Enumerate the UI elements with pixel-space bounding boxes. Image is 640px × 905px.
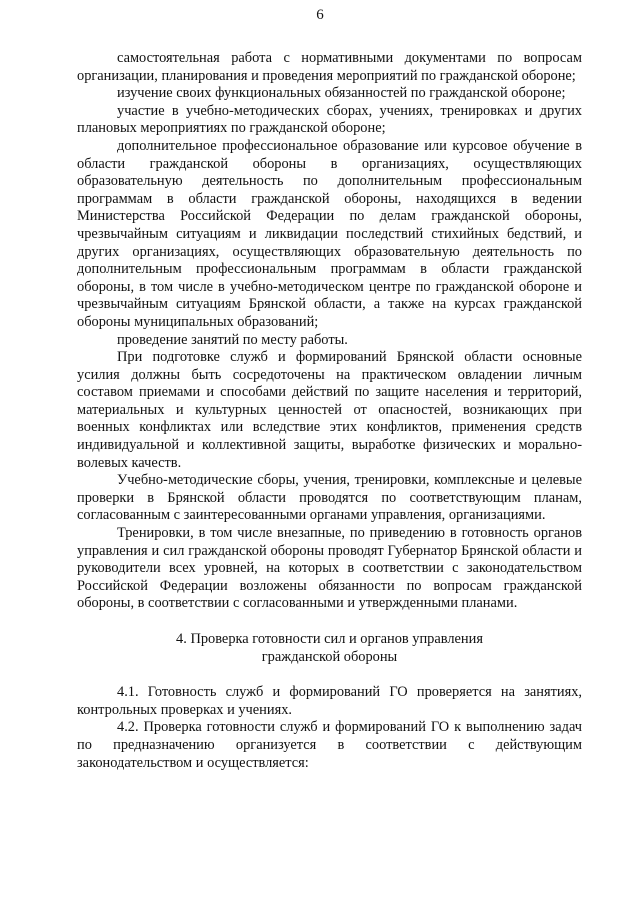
paragraph: При подготовке служб и формирований Брянской области основные усилия должны быть сосредоточены на практическом овладении личным составом приемами и способами действий по защите населения и территорий, материальных и культурных ценностей от опасностей, возникающих при военных конфликтах или вследствие этих конфликтов, применения средств индивидуальной и коллективной защиты, выработке физических и морально-волевых качеств.	[77, 349, 582, 471]
paragraph: дополнительное профессиональное образование или курсовое обучение в области гражданской обороны в организациях, осуществляющих образовательную деятельность по дополнительным профессиональным программам в области гражданской обороны, находящихся в ведении Министерства Российской Федерации по делам гражданской обороны, чрезвычайным ситуациям и ликвидации последствий стихийных бедствий, и других организациях, осуществляющих образовательную деятельность по дополнительным профессиональным программам в области гражданской обороны, в том числе в учебно-методическом центре по гражданской обороне и чрезвычайным ситуациям Брянской области, а также на курсах гражданской обороны муниципальных образований;	[77, 137, 582, 330]
section-heading-line: 4. Проверка готовности сил и органов управления	[176, 631, 483, 647]
paragraph: участие в учебно-методических сборах, учениях, тренировках и других плановых мероприятиях по гражданской обороне;	[77, 102, 582, 137]
document-body	[77, 50, 582, 772]
page-number: 6	[316, 7, 324, 23]
paragraph: 4.2. Проверка готовности служб и формирований ГО к выполнению задач по предназначению организуется в соответствии с действующим законодательством и осуществляется:	[77, 719, 582, 771]
paragraph: изучение своих функциональных обязанностей по гражданской обороне;	[117, 85, 566, 102]
paragraph: 4.1. Готовность служб и формирований ГО проверяется на занятиях, контрольных проверках и учениях.	[77, 684, 582, 718]
section-heading	[77, 631, 582, 666]
paragraph: проведение занятий по месту работы.	[117, 331, 348, 348]
section-heading-line: гражданской обороны	[261, 648, 398, 665]
paragraph: Учебно-методические сборы, учения, тренировки, комплексные и целевые проверки в Брянской области проводятся по соответствующим планам, согласованным с заинтересованными органами управления, организациями.	[77, 472, 582, 524]
paragraph: Тренировки, в том числе внезапные, по приведению в готовность органов управления и сил гражданской обороны проводят Губернатор Брянской области и руководители всех уровней, на которых в соответствии с законодательством Российской Федерации возложены обязанности по вопросам гражданской обороны, в соответствии с согласованными и утвержденными планами.	[77, 525, 582, 612]
paragraph: самостоятельная работа с нормативными документами по вопросам организации, планирования и проведения мероприятий по гражданской обороне;	[77, 50, 582, 84]
